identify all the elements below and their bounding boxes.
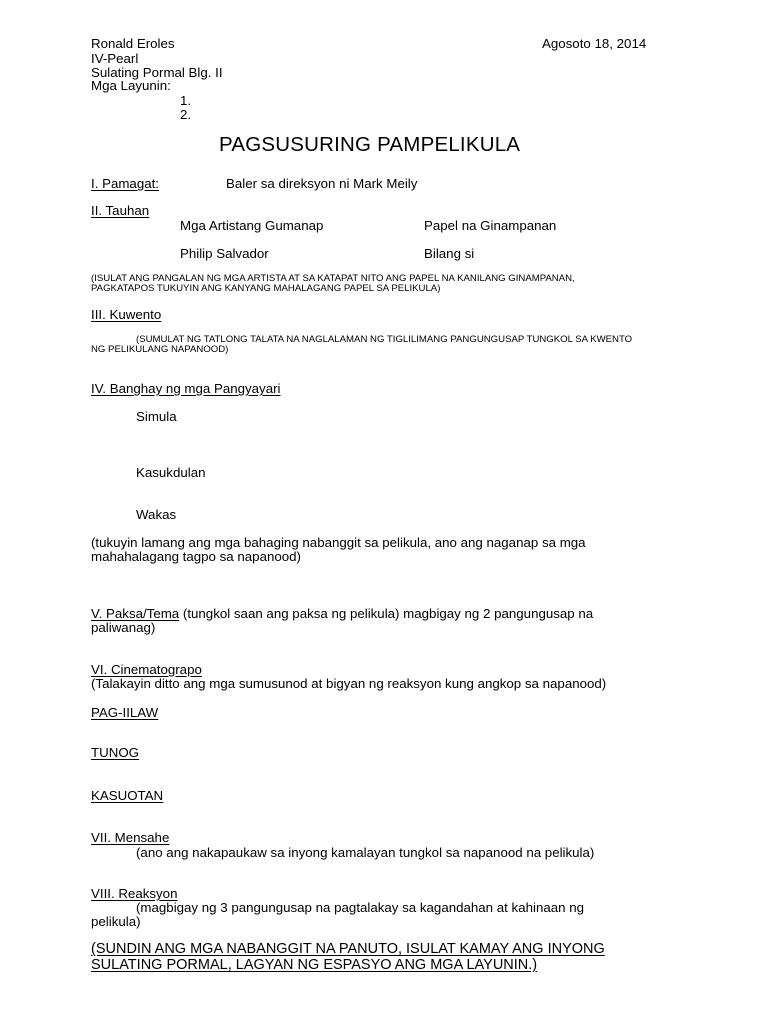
cinematograpo-heading: VI. Cinematograpo xyxy=(91,662,202,677)
author-name: Ronald Eroles xyxy=(91,36,175,51)
mensahe-text: (ano ang nakapaukaw sa inyong kamalayan tungkol sa napanood na pelikula) xyxy=(136,845,595,860)
cinematograpo-item-pag-iilaw: PAG-IILAW xyxy=(91,705,159,720)
paksa-heading: V. Paksa/Tema xyxy=(91,606,180,621)
cinematograpo-item-tunog: TUNOG xyxy=(91,745,140,760)
objectives-label: Mga Layunin: xyxy=(91,78,171,93)
cinematograpo-text: (Talakayin ditto ang mga sumusunod at bigyan ng reaksyon kung angkop sa napanood) xyxy=(91,676,607,691)
paksa-text: (tungkol saan ang paksa ng pelikula) magbigay ng 2 pangungusap na xyxy=(179,606,594,621)
footer-instruction-line-1: (SUNDIN ANG MGA NABANGGIT NA PANUTO, ISULAT KAMAY ANG INYONG xyxy=(91,941,605,957)
banghay-wakas: Wakas xyxy=(136,507,177,522)
tauhan-note-line-2: PAGKATAPOS TUKUYIN ANG KANYANG MAHALAGANG PAPEL SA PELIKULA) xyxy=(91,283,441,294)
kuwento-note-line-1: (SUMULAT NG TATLONG TALATA NA NAGLALAMAN NG TIGLILIMANG PANGUNGUSAP TUNGKOL SA KWENTO xyxy=(136,334,633,345)
mensahe-heading: VII. Mensahe xyxy=(91,830,170,845)
tauhan-role-1: Bilang si xyxy=(424,246,475,261)
banghay-kasukdulan: Kasukdulan xyxy=(136,465,206,480)
tauhan-col-roles: Papel na Ginampanan xyxy=(424,218,557,233)
tauhan-heading: II. Tauhan xyxy=(91,203,150,218)
reaksyon-text-line-1: (magbigay ng 3 pangungusap na pagtalakay sa kagandahan at kahinaan ng xyxy=(136,900,585,915)
paksa-line-2: paliwanag) xyxy=(91,620,156,635)
document-number: Sulating Pormal Blg. II xyxy=(91,65,223,80)
banghay-note-line-2: mahahalagang tagpo sa napanood) xyxy=(91,549,301,564)
reaksyon-heading: VIII. Reaksyon xyxy=(91,886,178,901)
tauhan-col-actors: Mga Artistang Gumanap xyxy=(180,218,324,233)
pamagat-heading: I. Pamagat: xyxy=(91,176,159,191)
paksa-line-1 xyxy=(91,606,593,621)
banghay-heading: IV. Banghay ng mga Pangyayari xyxy=(91,381,281,396)
objective-1: 1. xyxy=(180,93,192,108)
banghay-simula: Simula xyxy=(136,409,177,424)
banghay-note-line-1: (tukuyin lamang ang mga bahaging nabanggit sa pelikula, ano ang naganap sa mga xyxy=(91,535,586,550)
document-title: PAGSUSURING PAMPELIKULA xyxy=(219,133,521,156)
kuwento-note-line-2: NG PELIKULANG NAPANOOD) xyxy=(91,344,229,355)
reaksyon-text-line-2: pelikula) xyxy=(91,914,141,929)
document-date: Agosoto 18, 2014 xyxy=(542,36,647,51)
footer-instruction-line-2: SULATING PORMAL, LAGYAN NG ESPASYO ANG MGA LAYUNIN.) xyxy=(91,957,538,973)
section-name: IV-Pearl xyxy=(91,51,139,66)
cinematograpo-item-kasuotan: KASUOTAN xyxy=(91,788,164,803)
tauhan-note-line-1: (ISULAT ANG PANGALAN NG MGA ARTISTA AT SA KATAPAT NITO ANG PAPEL NA KANILANG GINAMPANAN, xyxy=(91,273,575,284)
objective-2: 2. xyxy=(180,107,192,122)
kuwento-heading: III. Kuwento xyxy=(91,307,162,322)
pamagat-value: Baler sa direksyon ni Mark Meily xyxy=(226,176,418,191)
tauhan-actor-1: Philip Salvador xyxy=(180,246,269,261)
